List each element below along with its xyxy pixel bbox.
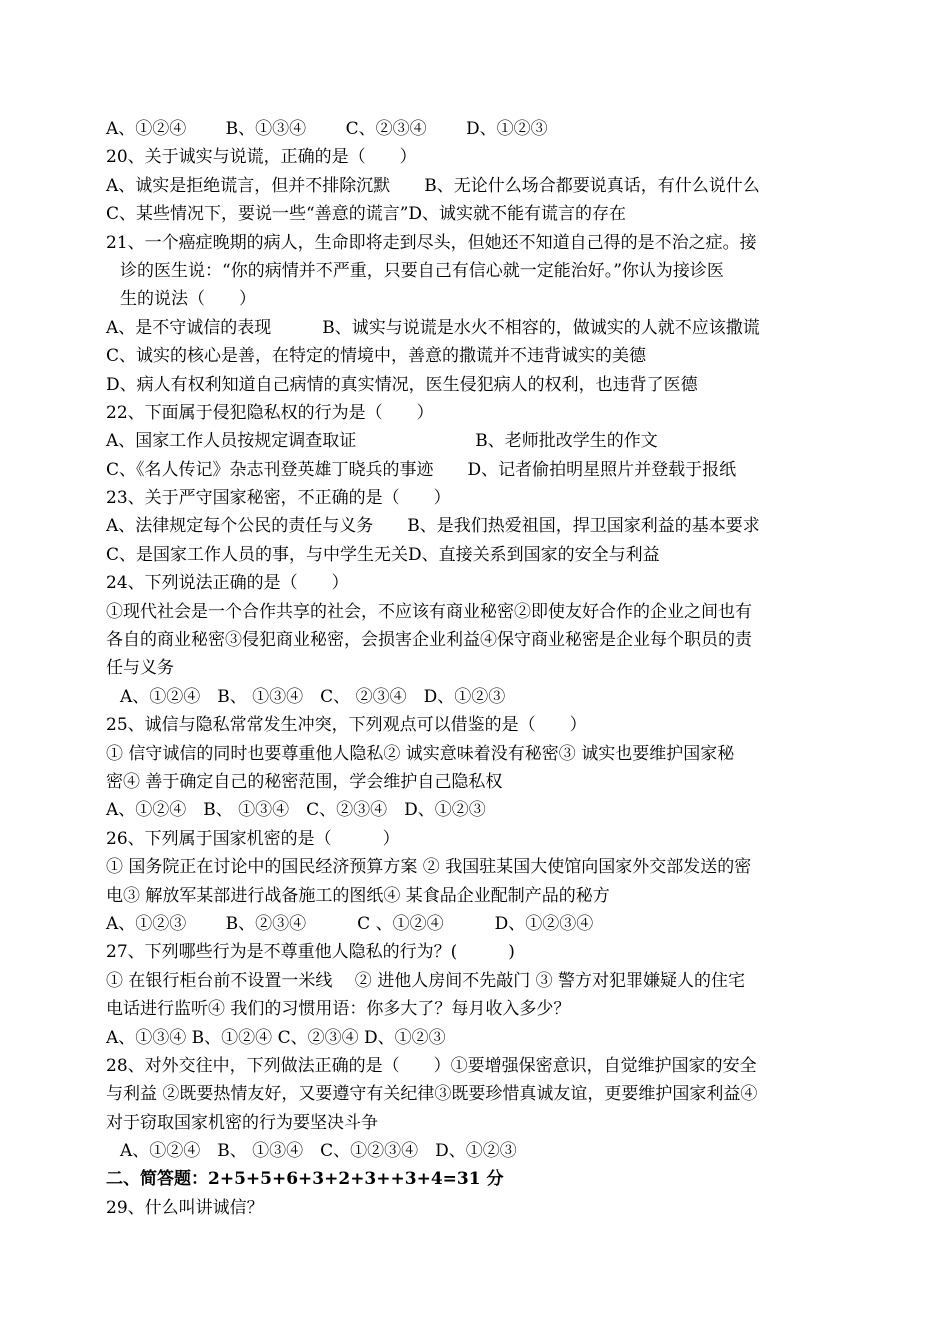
q22-options-ab: A、国家工作人员按规定调查取证 B、老师批改学生的作文 — [106, 431, 658, 452]
q26-question: 26、下列属于国家机密的是（ ） — [106, 828, 400, 849]
q27-options: A、①③④ B、①②④ C、②③④ D、①②③ — [106, 1027, 446, 1048]
q23-question: 23、关于严守国家秘密，不正确的是（ ） — [106, 488, 451, 509]
q21-question-line2: 诊的医生说：“你的病情并不严重，只要自己有信心就一定能治好。”你认为接诊医 — [120, 260, 724, 281]
q24-statements-line1: ①现代社会是一个合作共享的社会，不应该有商业秘密②即使友好合作的企业之间也有 — [106, 601, 752, 622]
section-two-heading: 二、简答题：2+5+5+6+3+2+3++3+4=31 分 — [106, 1169, 504, 1190]
q21-option-d: D、病人有权利知道自己病情的真实情况，医生侵犯病人的权利，也违背了医德 — [106, 374, 698, 395]
q24-options: A、①②④ B、 ①③④ C、 ②③④ D、①②③ — [120, 686, 506, 707]
q19-options: A、①②④ B、①③④ C、②③④ D、①②③ — [106, 119, 548, 139]
q26-statements-line1: ① 国务院正在讨论中的国民经济预算方案 ② 我国驻某国大使馆向国家外交部发送的密 — [106, 857, 752, 878]
q28-question-line2: 与利益 ②既要热情友好，又要遵守有关纪律③既要珍惜真诚友谊，更要维护国家利益④ — [106, 1084, 758, 1105]
q23-options-ab: A、法律规定每个公民的责任与义务 B、是我们热爱祖国，捍卫国家利益的基本要求 — [106, 516, 760, 537]
q26-statements-line2: 电③ 解放军某部进行战备施工的图纸④ 某食品企业配制产品的秘方 — [106, 885, 610, 906]
q27-statements-line2: 电话进行监听④ 我们的习惯用语：你多大了？每月收入多少？ — [106, 999, 571, 1020]
q29-question: 29、什么叫讲诚信？ — [106, 1197, 264, 1218]
q22-question: 22、下面属于侵犯隐私权的行为是（ ） — [106, 402, 434, 423]
q24-statements-line2: 各自的商业秘密③侵犯商业秘密，会损害企业利益④保守商业秘密是企业每个职员的责 — [106, 630, 752, 651]
q20-question: 20、关于诚实与说谎，正确的是（ ） — [106, 147, 417, 168]
q21-question-line3: 生的说法（ ） — [120, 289, 256, 310]
q28-options: A、①②④ B、 ①③④ C、①②③④ D、①②③ — [120, 1141, 517, 1162]
q22-options-cd: C、《名人传记》杂志刊登英雄丁晓兵的事迹 D、记者偷拍明星照片并登载于报纸 — [106, 459, 737, 480]
q25-statements-line2: 密④ 善于确定自己的秘密范围，学会维护自己隐私权 — [106, 771, 503, 792]
q25-statements-line1: ① 信守诚信的同时也要尊重他人隐私② 诚实意味着没有秘密③ 诚实也要维护国家秘 — [106, 743, 735, 764]
exam-page — [106, 115, 846, 1222]
q26-options: A、①②③ B、②③④ C 、①②④ D、①②③④ — [106, 913, 594, 934]
q25-options: A、①②④ B、 ①③④ C、②③④ D、①②③ — [106, 800, 486, 821]
q25-question: 25、诚信与隐私常常发生冲突，下列观点可以借鉴的是（ ） — [106, 715, 587, 736]
q28-question-line1: 28、对外交往中，下列做法正确的是（ ）①要增强保密意识，自觉维护国家的安全 — [106, 1055, 757, 1076]
q21-option-c: C、诚实的核心是善，在特定的情境中，善意的撒谎并不违背诚实的美德 — [106, 346, 647, 367]
q24-statements-line3: 任与义务 — [106, 658, 174, 679]
q27-question: 27、下列哪些行为是不尊重他人隐私的行为？( ) — [106, 942, 515, 963]
q28-question-line3: 对于窃取国家机密的行为要坚决斗争 — [106, 1112, 378, 1133]
q27-statements-line1: ① 在银行柜台前不设置一米线 ② 进他人房间不先敲门 ③ 警方对犯罪嫌疑人的住宅 — [106, 970, 746, 991]
q21-question-line1: 21、一个癌症晚期的病人，生命即将走到尽头，但她还不知道自己得的是不治之症。接 — [106, 232, 757, 253]
q20-options-cd: C、某些情况下，要说一些“善意的谎言”D、诚实就不能有谎言的存在 — [106, 204, 627, 225]
q24-question: 24、下列说法正确的是（ ） — [106, 573, 349, 594]
q20-options-ab: A、诚实是拒绝谎言，但并不排除沉默 B、无论什么场合都要说真话，有什么说什么 — [106, 175, 760, 196]
q21-options-ab: A、是不守诚信的表现 B、诚实与说谎是水火不相容的，做诚实的人就不应该撒谎 — [106, 317, 760, 338]
q23-options-cd: C、是国家工作人员的事，与中学生无关D、直接关系到国家的安全与利益 — [106, 544, 660, 565]
